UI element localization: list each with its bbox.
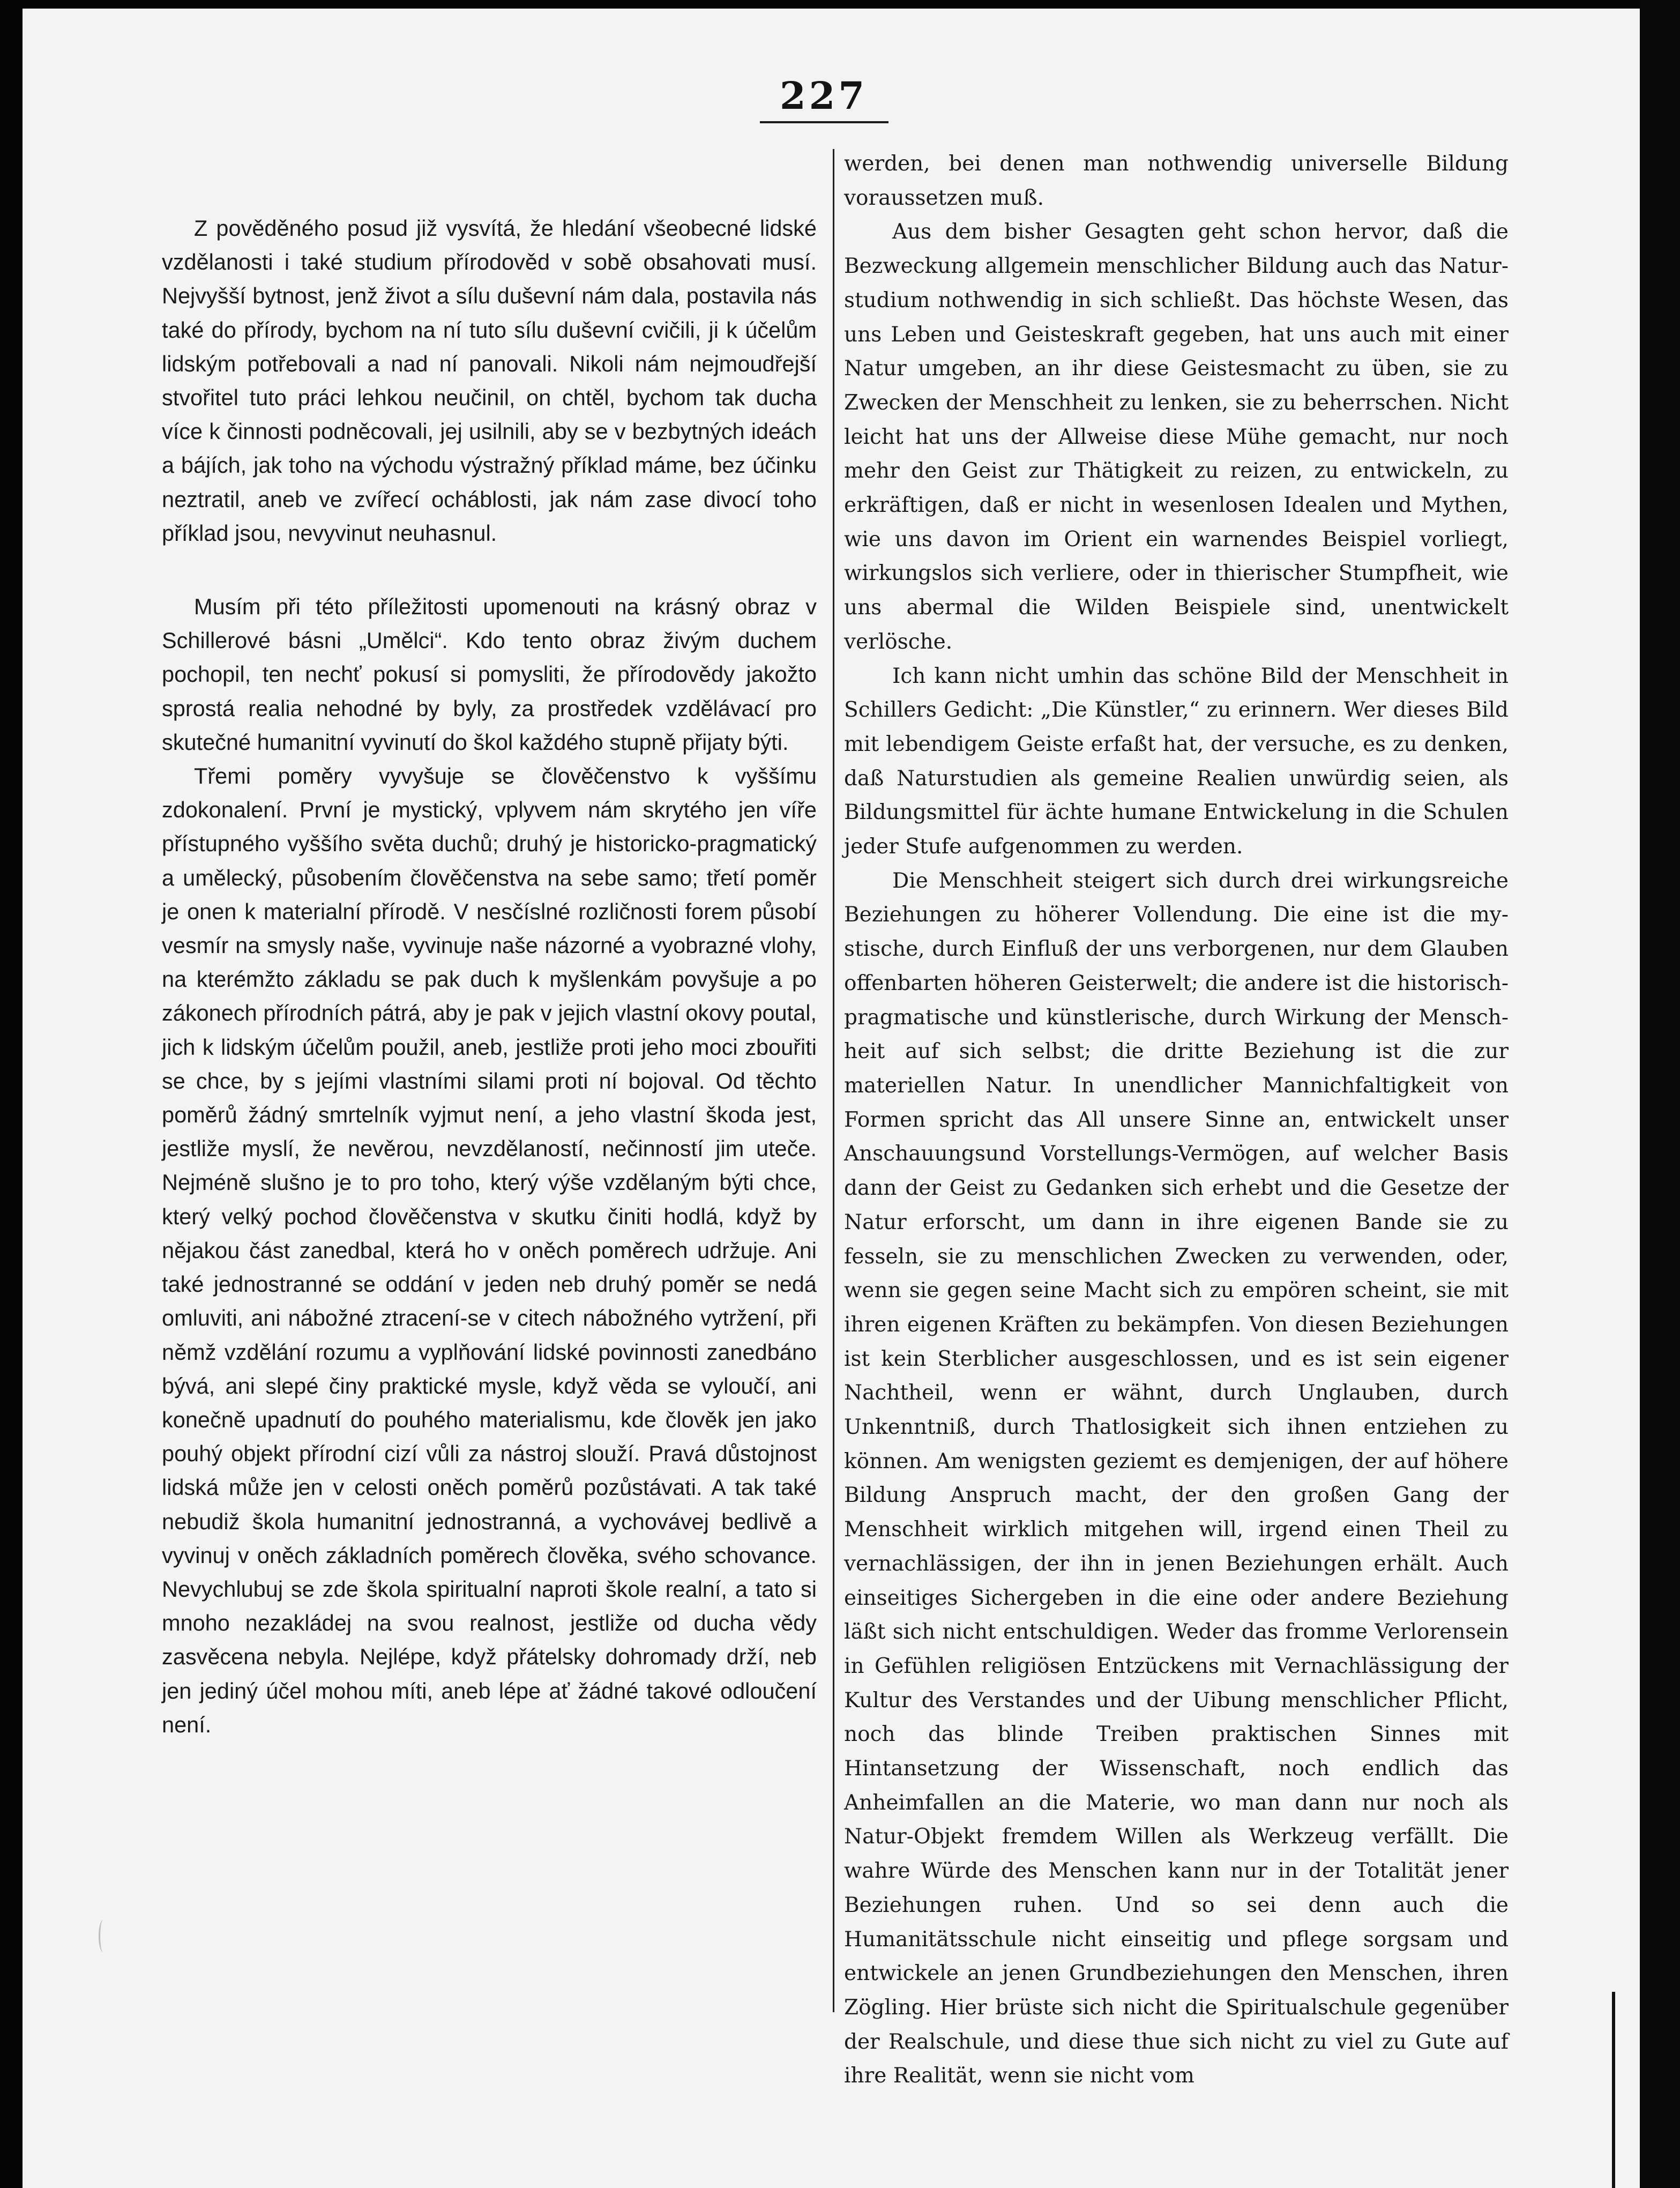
czech-paragraph-2: Musím při této příležitosti upomenouti na krásný obraz v Schillerové básni „Umělci“. Kdo tento obraz živým duchem pochopil, ten nechť pokusí si pomysliti, že přírodovědy jakožto sprostá realia nehodné by byly, za prostředek vzdělávací pro skutečné humanitní vyvinutí do škol každého stupně přijaty býti. <box>162 594 817 755</box>
german-column <box>844 147 1509 2093</box>
page-number-rule <box>760 121 888 123</box>
german-paragraph-4: Die Menschheit steigert sich durch drei wirkungsreiche Beziehungen zu höherer Vollendung. Die eine ist die mystische, durch Einfluß der uns verborgenen, nur dem Glauben offenbarten höheren Geisterwelt; die andere ist die historischpragmatische und künstlerische, durch Wirkung der Menschheit auf sich selbst; die dritte Beziehung ist die zur materiellen Natur. In unendlicher Mannichfaltigkeit von Formen spricht das All unsere Sinne an, entwickelt unser Anschauungsund Vorstellungs-Vermögen, auf welcher Basis dann der Geist zu Gedanken sich erhebt und die Gesetze der Natur erforscht, um dann in ihre eigenen Bande sie zu fesseln, sie zu menschlichen Zwecken zu verwenden, oder, wenn sie gegen seine Macht sich zu empören scheint, sie mit ihren eigenen Kräften zu bekämpfen. Von diesen Beziehungen ist kein Sterblicher ausgeschlossen, und es ist sein eigener Nachtheil, wenn er wähnt, durch Unglauben, durch Unkenntniß, durch Thatlosigkeit sich ihnen entziehen zu können. Am wenigsten geziemt es demjenigen, der auf höhere Bildung Anspruch macht, der den großen Gang der Menschheit wirklich mitgehen will, irgend einen Theil zu vernachlässigen, der ihn in jenen Beziehungen erhält. Auch einseitiges Sichergeben in die eine oder andere Beziehung läßt sich nicht entschuldigen. Weder das fromme Verlorensein in Gefühlen religiösen Entzückens mit Vernachlässigung der Kultur des Verstandes und der Uibung menschlicher Pflicht, noch das blinde Treiben praktischen Sinnes mit Hintansetzung der Wissenschaft, noch endlich das Anheimfallen an die Materie, wo man dann nur noch als Natur-Objekt fremdem Willen als Werkzeug verfällt. Die wahre Würde des Menschen kann nur in der Totalität jener Beziehungen ruhen. Und so sei denn auch die Humanitätsschule nicht einseitig und pflege sorgsam und entwickele an jenen Grundbeziehungen den Menschen, ihren Zögling. Hier brüste sich nicht die Spiritualschule gegenüber der Realschule, und diese thue sich nicht zu viel zu Gute auf ihre Realität, wenn sie nicht vom <box>844 868 1509 2088</box>
margin-smudge <box>99 1920 108 1952</box>
german-paragraph-2: Aus dem bisher Gesagten geht schon hervor, daß die Bezweckung allgemein menschlicher Bildung auch das Naturstudium nothwendig in sich schließt. Das höchste Wesen, das uns Leben und Geisteskraft gegeben, hat uns auch mit einer Natur umgeben, an ihr diese Geistesmacht zu üben, sie zu Zwecken der Menschheit zu lenken, sie zu beherrschen. Nicht leicht hat uns der Allweise diese Mühe gemacht, nur noch mehr den Geist zur Thätigkeit zu reizen, zu entwickeln, zu erkräftigen, daß er nicht in wesenlosen Idealen und Mythen, wie uns davon im Orient ein warnendes Beispiel vorliegt, wirkungslos sich verliere, oder in thierischer Stumpfheit, wie uns abermal die Wilden Beispiele sind, unentwickelt verlösche. <box>844 220 1509 654</box>
czech-paragraph-1: Z pověděného posud již vysvítá, že hledání všeobecné lidské vzdělanosti i také studium přírodověd v sobě obsahovati musí. Nejvyšší bytnost, jenž život a sílu duševní nám dala, postavila nás také do přírody, bychom na ní tuto sílu duševní cvičili, ji k účelům lidským potřebovali a nad ní panovali. Nikoli nám nejmoudřejší stvořitel tuto práci lehkou neučinil, on chtěl, bychom tak ducha více k činnosti podněcovali, jej usilnili, aby se v bezbytných ideách a bájích, jak toho na východu výstražný příklad máme, bez účinku neztratil, aneb ve zvířecí ocháblosti, jak nám zase divocí toho příklad jsou, nevyvinut neuhasnul. <box>162 215 817 546</box>
scanned-page <box>23 9 1640 2188</box>
column-divider <box>833 149 834 2012</box>
german-paragraph-3: Ich kann nicht umhin das schöne Bild der Menschheit in Schillers Gedicht: „Die Künstler,“ zu erinnern. Wer dieses Bild mit lebendigem Geiste erfaßt hat, der versuche, es zu denken, daß Naturstudien als gemeine Realien unwürdig seien, als Bildungsmittel für ächte humane Entwickelung in die Schulen jeder Stufe aufgenommen zu werden. <box>844 664 1509 859</box>
czech-column <box>162 211 817 1742</box>
page-edge-shadow <box>1640 0 1680 2188</box>
binding-mark <box>1612 1992 1615 2188</box>
german-paragraph-continued: werden, bei denen man nothwendig universelle Bildung voraussetzen muß. <box>844 152 1509 210</box>
page-number: 227 <box>779 73 868 118</box>
czech-paragraph-3: Třemi poměry vyvyšuje se člověčenstvo k vyššímu zdokonalení. První je mystický, vplyvem nám skrytého jen víře přístupného vyššího světa duchů; druhý je historicko-pragmatický a umělecký, působením člověčenstva na sebe samo; třetí poměr je onen k materialní přírodě. V nesčíslné rozličnosti forem působí vesmír na smysly naše, vyvinuje naše názorné a vyobrazné vlohy, na kterémžto základu se pak duch k myšlenkám povyšuje a po zákonech přírodních pátrá, aby je pak v jejich vlastní okovy poutal, jich k lidským účelům použil, aneb, jestliže proti jeho moci zbouřiti se chce, by s jejími vlastními silami proti ní bojoval. Od těchto poměrů žádný smrtelník vyjmut není, a jeho vlastní škoda jest, jestliže myslí, že nevěrou, nevzdělaností, nečinností jim uteče. Nejméně slušno je to pro toho, který výše vzdělaným býti chce, který velký pochod člověčenstva v skutku činiti hodlá, když by nějakou část zanedbal, která ho v oněch poměrech udržuje. Ani také jednostranné se oddání v jeden neb druhý poměr se nedá omluviti, ani nábožné ztracení-se v citech nábožného vytržení, při němž vzdělání rozumu a vyplňování lidské povinnosti zanedbáno bývá, ani slepé činy praktické mysle, když věda se vyloučí, ani konečně upadnutí do pouhého materialismu, kde člověk jen jako pouhý objekt přírodní cizí vůli za nástroj slouží. Pravá důstojnost lidská může jen v celosti oněch poměrů pozůstávati. A tak také nebudiž škola humanitní jednostranná, a vychovávej bedlivě a vyvinuj v oněch základních poměrech člověka, svého schovance. Nevychlubuj se zde škola spiritualní naproti škole realní, a tato si mnoho nezakládej na svou realnost, jestliže od ducha vědy zasvěcena nebyla. Nejlépe, když přátelsky dohromady drží, neb jen jediný účel mohou míti, aneb lépe ať žádné takové odloučení není. <box>162 763 817 1737</box>
